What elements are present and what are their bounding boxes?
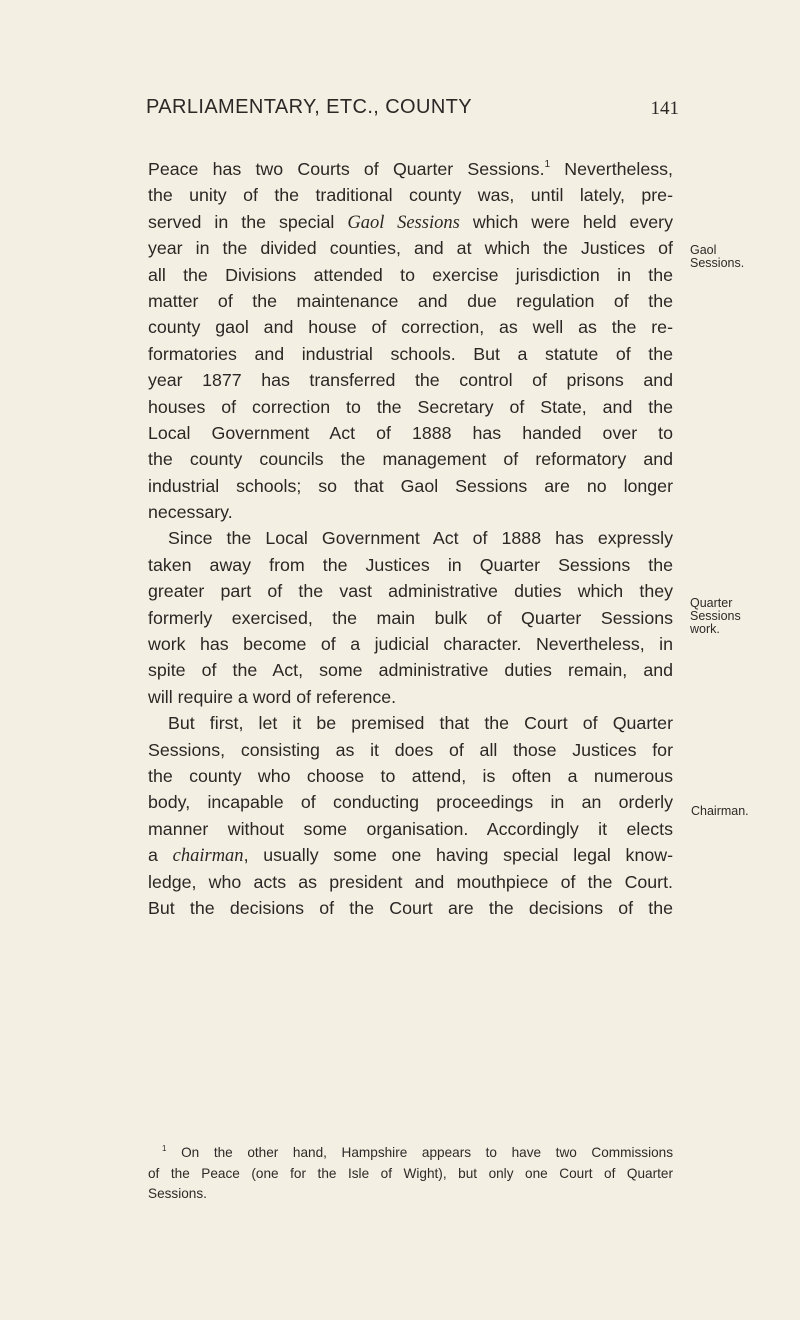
page-number: 141: [650, 98, 679, 119]
text-line: matter of the maintenance and due regulation of the: [148, 290, 673, 311]
text-line: houses of correction to the Secretary of State, and the: [148, 396, 673, 417]
margin-note-gaol-sessions: Gaol Sessions.: [690, 243, 745, 270]
text-line: necessary.: [148, 502, 233, 523]
text-line: greater part of the vast administrative duties which they: [148, 581, 673, 602]
text-line: taken away from the Justices in Quarter Sessions the: [148, 554, 673, 575]
text-line: county gaol and house of correction, as well as the re-: [148, 317, 673, 338]
running-title: PARLIAMENTARY, ETC., COUNTY: [146, 96, 473, 118]
text-line: industrial schools; so that Gaol Sessions are no longer: [148, 475, 673, 496]
text-line: served in the special Gaol Sessions which were held every: [148, 211, 673, 233]
text-line: spite of the Act, some administrative duties remain, and: [148, 660, 673, 681]
footnote-line: $^1$ On the other hand, Hampshire appears to have two Commissions: [162, 1144, 674, 1160]
text-line: Peace has two Courts of Quarter Sessions.$^1$ Nevertheless,: [148, 159, 673, 179]
footnote: [148, 1143, 673, 1205]
text-line: year in the divided counties, and at which the Justices of: [148, 238, 673, 259]
text-line: Local Government Act of 1888 has handed over to: [148, 422, 673, 443]
body-text: [148, 156, 673, 921]
footnote-line: Sessions.: [148, 1186, 207, 1201]
running-head: [124, 96, 679, 126]
margin-note-chairman: Chairman.: [691, 804, 749, 818]
text-line: Since the Local Government Act of 1888 has expressly: [168, 528, 673, 549]
text-line: formatories and industrial schools. But a statute of the: [148, 343, 673, 364]
footnote-marker: 1: [162, 1144, 167, 1153]
footnote-reference: 1: [544, 159, 551, 170]
italic-term: Gaol Sessions: [347, 212, 460, 233]
text-line: ledge, who acts as president and mouthpiece of the Court.: [148, 871, 673, 892]
text-line: But the decisions of the Court are the decisions of the: [148, 897, 673, 918]
text-line: the county who choose to attend, is often a numerous: [148, 765, 673, 786]
margin-note-quarter-sessions-work: Quarter Sessions work.: [690, 596, 741, 636]
text-line: manner without some organisation. Accordingly it elects: [148, 818, 673, 839]
text-line: But first, let it be premised that the Court of Quarter: [168, 713, 673, 734]
text-line: year 1877 has transferred the control of prisons and: [148, 370, 673, 391]
text-line: will require a word of reference.: [148, 686, 397, 707]
text-line: Sessions, consisting as it does of all those Justices for: [148, 739, 673, 760]
italic-term: chairman: [172, 846, 244, 867]
text-line: the county councils the management of reformatory and: [148, 449, 673, 470]
text-line: a chairman, usually some one having special legal know-: [148, 845, 673, 867]
footnote-line: of the Peace (one for the Isle of Wight), but only one Court of Quarter: [148, 1165, 673, 1181]
text-line: body, incapable of conducting proceedings in an orderly: [148, 792, 673, 813]
text-line: formerly exercised, the main bulk of Quarter Sessions: [148, 607, 673, 628]
text-line: all the Divisions attended to exercise jurisdiction in the: [148, 264, 673, 285]
text-line: work has become of a judicial character. Nevertheless, in: [148, 634, 673, 655]
text-line: the unity of the traditional county was, until lately, pre-: [148, 185, 673, 206]
